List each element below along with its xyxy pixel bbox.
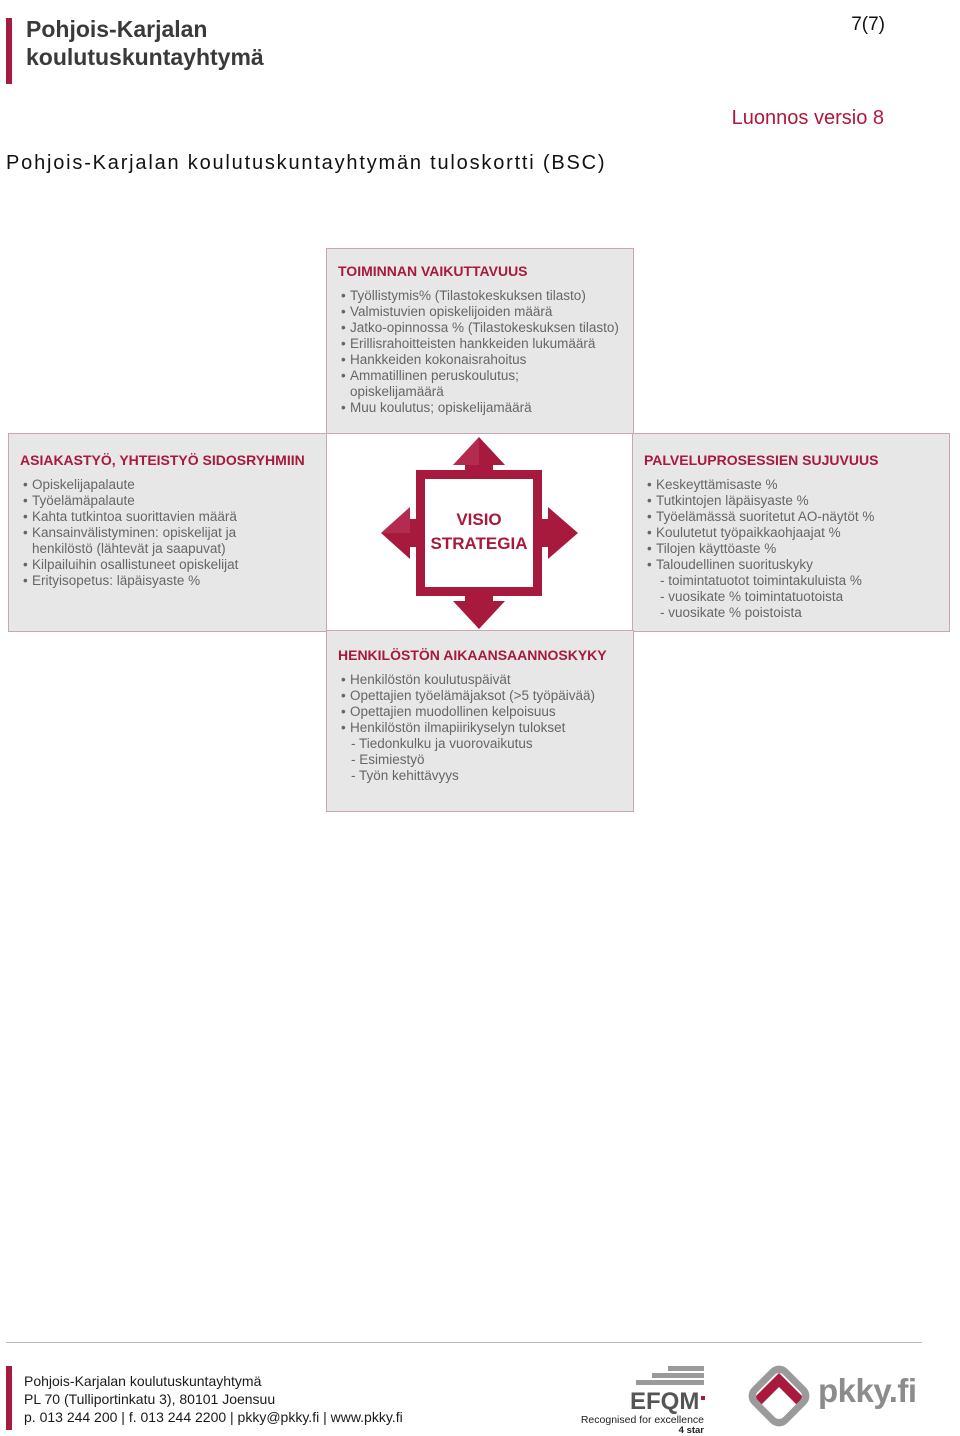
- measure-item: • Työllistymis% (Tilastokeskuksen tilasto): [338, 288, 633, 304]
- measure-item: • Tutkintojen läpäisyaste %: [644, 493, 949, 509]
- measure-item: • Erityisopetus: läpäisyaste %: [20, 573, 326, 589]
- efqm-wordmark: EFQM: [630, 1388, 700, 1415]
- left-arrow-highlight: [381, 507, 410, 533]
- measure-sub-item: - Työn kehittävyys: [351, 767, 459, 783]
- efqm-stair-bar: [636, 1380, 704, 1385]
- measure-sub-item: - Tiedonkulku ja vuorovaikutus: [351, 735, 533, 751]
- measure-item: • Koulutetut työpaikkaohjaajat %: [644, 525, 949, 541]
- measure-item: • Ammatillinen peruskoulutus; opiskelijamäärä: [338, 368, 633, 400]
- measure-item: • Henkilöstön ilmapiirikyselyn tulokset: [338, 720, 633, 736]
- up-arrow-highlight: [453, 437, 479, 465]
- efqm-stair-bar: [668, 1366, 704, 1371]
- footer-contact-block: [24, 1372, 403, 1426]
- measure-item: • Työelämässä suoritetut AO-näytöt %: [644, 509, 949, 525]
- measure-item: • Erillisrahoitteisten hankkeiden lukumäärä: [338, 336, 633, 352]
- scorecard-box-customers: [8, 433, 327, 632]
- strategy-frame: [421, 475, 538, 592]
- measure-sub-item: - vuosikate % toimintatuotoista: [660, 588, 844, 604]
- measure-item: • Jatko-opinnossa % (Tilastokeskuksen tilasto): [338, 320, 633, 336]
- measure-item: • Hankkeiden kokonaisrahoitus: [338, 352, 633, 368]
- pkky-wordmark: pkky.fi: [818, 1372, 917, 1409]
- org-logo-text: [26, 15, 264, 71]
- footer-address: PL 70 (Tulliportinkatu 3), 80101 Joensuu: [24, 1391, 276, 1407]
- measure-list: [338, 672, 633, 784]
- measure-item: • Keskeyttämisaste %: [644, 477, 949, 493]
- measure-item: • Muu koulutus; opiskelijamäärä: [338, 400, 633, 416]
- scorecard-box-personnel: [326, 630, 634, 812]
- measure-item: • Kansainvälistyminen: opiskelijat ja henkilöstö (lähtevät ja saapuvat): [20, 525, 326, 557]
- box-heading: ASIAKASTYÖ, YHTEISTYÖ SIDOSRYHMIIN: [20, 451, 305, 468]
- draft-version-label: Luonnos versio 8: [731, 107, 884, 129]
- org-name-line1: Pohjois-Karjalan: [26, 16, 208, 42]
- box-heading: PALVELUPROSESSIEN SUJUVUUS: [644, 451, 879, 468]
- box-heading: HENKILÖSTÖN AIKAANSAANNOSKYKY: [338, 646, 607, 663]
- measure-sub-item: - toimintatuotot toimintakuluista %: [660, 572, 862, 588]
- page-number: 7(7): [851, 14, 885, 35]
- measure-item: • Tilojen käyttöaste %: [644, 541, 949, 557]
- down-arrow: [453, 591, 505, 629]
- measure-sub-item: - Esimiestyö: [351, 751, 425, 767]
- efqm-mark-dot: [701, 1396, 705, 1400]
- efqm-level: 4 star: [678, 1425, 704, 1436]
- measure-list: [338, 288, 633, 416]
- footer-accent-bar: [6, 1366, 12, 1430]
- measure-item: • Kahta tutkintoa suorittavien määrä: [20, 509, 326, 525]
- measure-list: [20, 477, 326, 589]
- vision-label: VISIO: [456, 510, 502, 529]
- measure-item: • Kilpailuihin osallistuneet opiskelijat: [20, 557, 326, 573]
- efqm-logo: [578, 1362, 708, 1436]
- measure-sub-item: - vuosikate % poistoista: [660, 604, 802, 620]
- pkky-diamond-logo-icon: [744, 1360, 814, 1432]
- footer-divider: [6, 1342, 922, 1343]
- right-arrow: [537, 507, 578, 559]
- header-accent-bar: [6, 18, 12, 84]
- page-title: Pohjois-Karjalan koulutuskuntayhtymän tuloskortti (BSC): [6, 152, 607, 174]
- scorecard-box-effectiveness: [326, 248, 634, 434]
- measure-item: • Taloudellinen suorituskyky: [644, 557, 949, 573]
- measure-list: [644, 477, 949, 621]
- efqm-tagline: Recognised for excellence: [580, 1414, 704, 1426]
- footer-org-name: Pohjois-Karjalan koulutuskuntayhtymä: [24, 1373, 262, 1389]
- measure-item: • Opiskelijapalaute: [20, 477, 326, 493]
- box-heading: TOIMINNAN VAIKUTTAVUUS: [338, 263, 528, 279]
- footer-contact: p. 013 244 200 | f. 013 244 2200 | pkky@pkky.fi | www.pkky.fi: [24, 1409, 403, 1425]
- vision-strategy-diagram: [326, 433, 633, 631]
- measure-item: • Työelämäpalaute: [20, 493, 326, 509]
- measure-item: • Valmistuvien opiskelijoiden määrä: [338, 304, 633, 320]
- measure-item: • Henkilöstön koulutuspäivät: [338, 672, 633, 688]
- efqm-stair-bar: [652, 1373, 704, 1378]
- strategy-label: STRATEGIA: [430, 534, 528, 553]
- measure-item: • Opettajien muodollinen kelpoisuus: [338, 704, 633, 720]
- measure-item: • Opettajien työelämäjaksot (>5 työpäivää): [338, 688, 633, 704]
- org-name-line2: koulutuskuntayhtymä: [26, 44, 264, 70]
- scorecard-box-processes: [632, 433, 950, 632]
